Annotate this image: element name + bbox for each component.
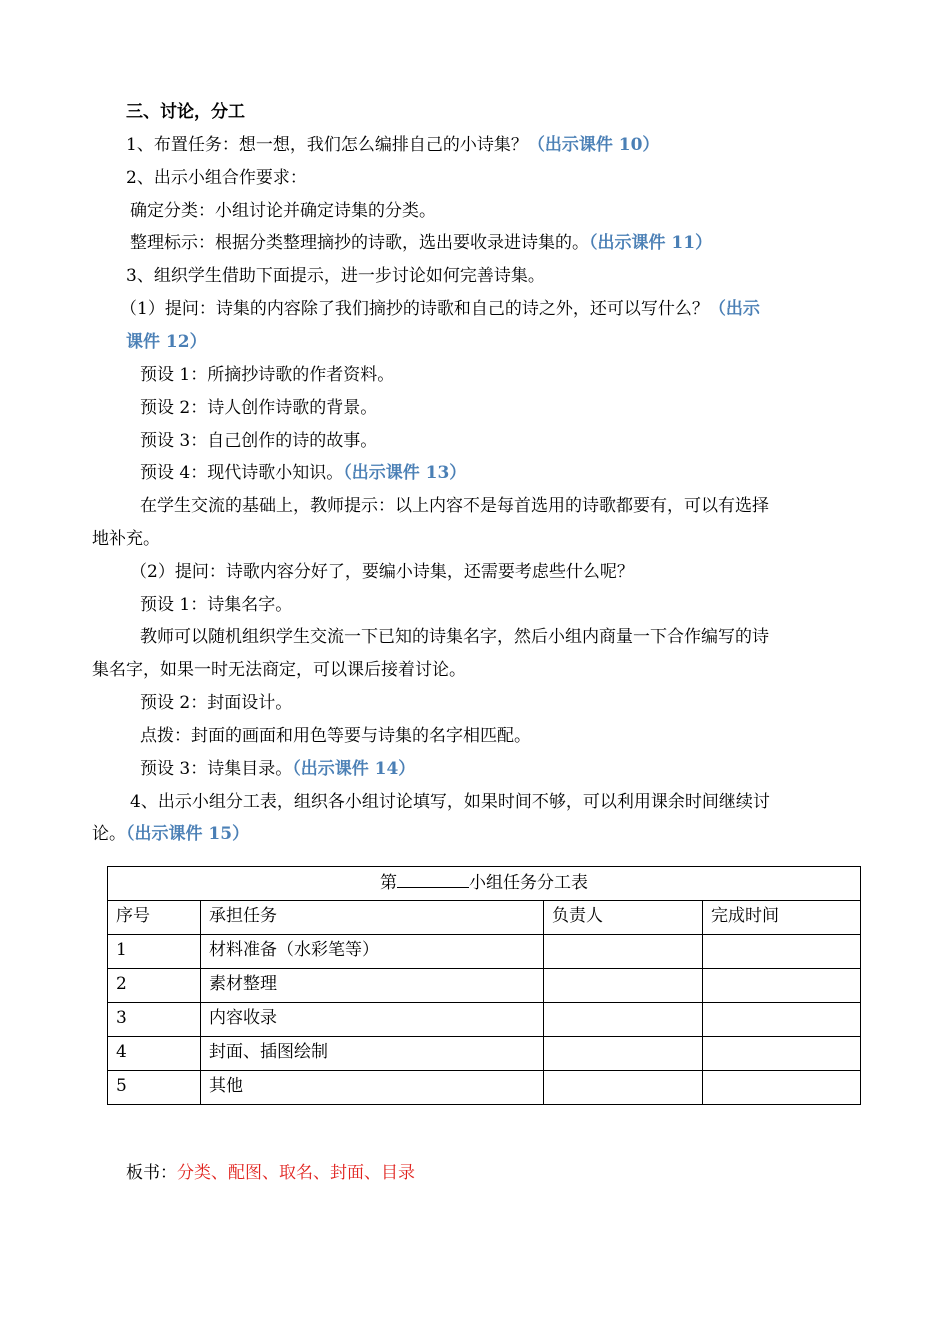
paragraph-classify: 确定分类：小组讨论并确定诗集的分类。 [130,201,436,221]
courseware-reference: （出示课件 10） [527,135,660,155]
table-title-row [108,867,861,901]
table-title [108,867,861,901]
board-writing [126,1162,415,1184]
group-number-blank [397,871,469,888]
preset-contents [140,758,415,780]
board-label: 板书： [126,1163,177,1183]
header-cell: 负责人 [544,901,703,935]
preset-4 [140,462,466,484]
paragraph-text: 整理标示：根据分类整理摘抄的诗歌，选出要收录进诗集的。 [130,233,589,253]
preset-cover: 预设 2：封面设计。 [140,693,293,713]
courseware-reference: （出示 [708,299,760,319]
table-cell [703,1003,861,1037]
table-row [108,1003,861,1037]
table-cell [703,1037,861,1071]
table-cell: 1 [108,935,201,969]
table-cell: 素材整理 [201,969,544,1003]
paragraph-question-2: （2）提问：诗歌内容分好了，要编小诗集，还需要考虑些什么呢？ [130,562,634,582]
table-cell: 3 [108,1003,201,1037]
task-division-table [107,866,861,1105]
courseware-reference: （出示课件 15） [126,824,250,844]
preset-2: 预设 2：诗人创作诗歌的背景。 [140,398,378,418]
paragraph-guide: 3、组织学生借助下面提示，进一步讨论如何完善诗集。 [126,266,545,286]
paragraph-text: 预设 4：现代诗歌小知识。 [140,463,344,483]
paragraph-task [126,134,659,156]
courseware-reference: 课件 12） [126,332,207,352]
table-row [108,1071,861,1105]
table-cell [544,1003,703,1037]
courseware-reference: （出示课件 11） [589,233,713,253]
paragraph-text: 1、布置任务：想一想，我们怎么编排自己的小诗集？ [126,135,528,155]
preset-name: 预设 1：诗集名字。 [140,595,293,615]
teacher-hint-line-2: 地补充。 [92,529,160,549]
table-cell: 封面、插图绘制 [201,1037,544,1071]
table-cell: 内容收录 [201,1003,544,1037]
preset-3: 预设 3：自己创作的诗的故事。 [140,431,378,451]
teacher-organize-line-1: 教师可以随机组织学生交流一下已知的诗集名字，然后小组内商量一下合作编写的诗 [140,627,769,647]
table-cell [703,935,861,969]
table-cell [544,1071,703,1105]
table-cell [544,969,703,1003]
teacher-hint-line-1: 在学生交流的基础上，教师提示：以上内容不是每首选用的诗歌都要有，可以有选择 [140,496,769,516]
table-title-suffix: 小组任务分工表 [469,873,588,893]
header-cell: 完成时间 [703,901,861,935]
courseware-reference: （出示课件 13） [343,463,467,483]
paragraph-text: （1）提问：诗集的内容除了我们摘抄的诗歌和自己的诗之外，还可以写什么？ [120,299,709,319]
table-row [108,935,861,969]
table-cell: 4 [108,1037,201,1071]
table-cell [544,935,703,969]
teacher-organize-line-2: 集名字，如果一时无法商定，可以课后接着讨论。 [92,660,466,680]
table-cell [703,1071,861,1105]
table-cell: 材料准备（水彩笔等） [201,935,544,969]
paragraph-division-line-2 [92,823,249,845]
table-row [108,969,861,1003]
preset-1: 预设 1：所摘抄诗歌的作者资料。 [140,365,395,385]
table-cell [544,1037,703,1071]
section-heading: 三、讨论，分工 [126,102,245,122]
paragraph-text: 论。 [92,824,126,844]
board-content: 分类、配图、取名、封面、目录 [177,1163,415,1183]
table-cell: 其他 [201,1071,544,1105]
paragraph-question-1 [120,298,760,320]
paragraph-requirements: 2、出示小组合作要求： [126,168,307,188]
table-header-row [108,901,861,935]
tip-cover: 点拨：封面的画面和用色等要与诗集的名字相匹配。 [140,726,531,746]
header-cell: 承担任务 [201,901,544,935]
table-cell: 2 [108,969,201,1003]
paragraph-text: 预设 3：诗集目录。 [140,759,293,779]
courseware-reference: （出示课件 14） [292,759,416,779]
table-cell [703,969,861,1003]
table-cell: 5 [108,1071,201,1105]
paragraph-organize [130,232,712,254]
table-row [108,1037,861,1071]
table-title-prefix: 第 [380,873,397,893]
paragraph-division-line-1: 4、出示小组分工表，组织各小组讨论填写，如果时间不够，可以利用课余时间继续讨 [130,792,770,812]
header-cell: 序号 [108,901,201,935]
